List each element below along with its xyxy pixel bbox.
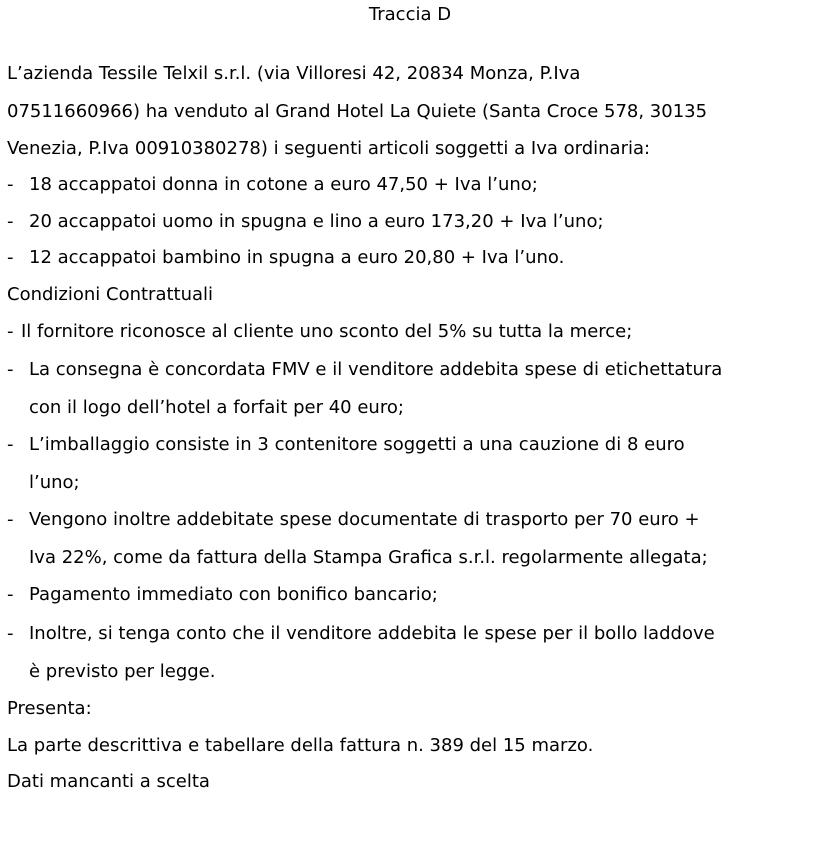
item-text: 12 accappatoi bambino in spugna a euro 20,80 + Iva l’uno. (29, 247, 565, 268)
condition-6 (7, 622, 715, 646)
condition-2-continuation: con il logo dell’hotel a forfait per 40 euro; (29, 397, 404, 418)
intro-line-2: 07511660966) ha venduto al Grand Hotel La Quiete (Santa Croce 578, 30135 (7, 101, 708, 122)
intro-line-1: L’azienda Tessile Telxil s.r.l. (via Villoresi 42, 20834 Monza, P.Iva (7, 63, 581, 84)
bullet-dash: - (7, 623, 14, 644)
condition-4 (7, 508, 700, 532)
condition-text: Il fornitore riconosce al cliente uno sconto del 5% su tutta la merce; (21, 321, 633, 342)
item-text: 18 accappatoi donna in cotone a euro 47,50 + Iva l’uno; (29, 174, 538, 195)
condition-6-continuation: è previsto per legge. (29, 661, 216, 682)
item-text: 20 accappatoi uomo in spugna e lino a euro 173,20 + Iva l’uno; (29, 211, 604, 232)
condition-3-continuation: l’uno; (29, 472, 80, 493)
condition-4-continuation: Iva 22%, come da fattura della Stampa Grafica s.r.l. regolarmente allegata; (29, 547, 708, 568)
bullet-dash: - (7, 359, 14, 380)
condition-text: La consegna è concordata FMV e il venditore addebita spese di etichettatura (29, 359, 723, 380)
intro-line-3: Venezia, P.Iva 00910380278) i seguenti articoli soggetti a Iva ordinaria: (7, 138, 651, 159)
task-text: La parte descrittiva e tabellare della fattura n. 389 del 15 marzo. (7, 735, 594, 756)
item-line-2 (7, 210, 604, 234)
condition-text: Inoltre, si tenga conto che il venditore addebita le spese per il bollo laddove (29, 623, 715, 644)
condition-3 (7, 433, 685, 457)
condition-2 (7, 358, 722, 382)
item-line-3 (7, 246, 564, 270)
item-line-1 (7, 173, 538, 197)
presenta-label: Presenta: (7, 698, 92, 719)
condition-text: Pagamento immediato con bonifico bancario; (29, 584, 438, 605)
bullet-dash: - (7, 509, 14, 530)
note-text: Dati mancanti a scelta (7, 771, 210, 792)
bullet-dash: - (7, 174, 14, 195)
condition-text: L’imballaggio consiste in 3 contenitore soggetti a una cauzione di 8 euro (29, 434, 685, 455)
condition-1 (7, 320, 632, 344)
conditions-heading: Condizioni Contrattuali (7, 284, 214, 305)
bullet-dash: - (7, 321, 14, 342)
bullet-dash: - (7, 584, 14, 605)
document-title: Traccia D (368, 4, 452, 25)
bullet-dash: - (7, 434, 14, 455)
bullet-dash: - (7, 247, 14, 268)
condition-text: Vengono inoltre addebitate spese documentate di trasporto per 70 euro + (29, 509, 700, 530)
condition-5 (7, 583, 438, 607)
bullet-dash: - (7, 211, 14, 232)
